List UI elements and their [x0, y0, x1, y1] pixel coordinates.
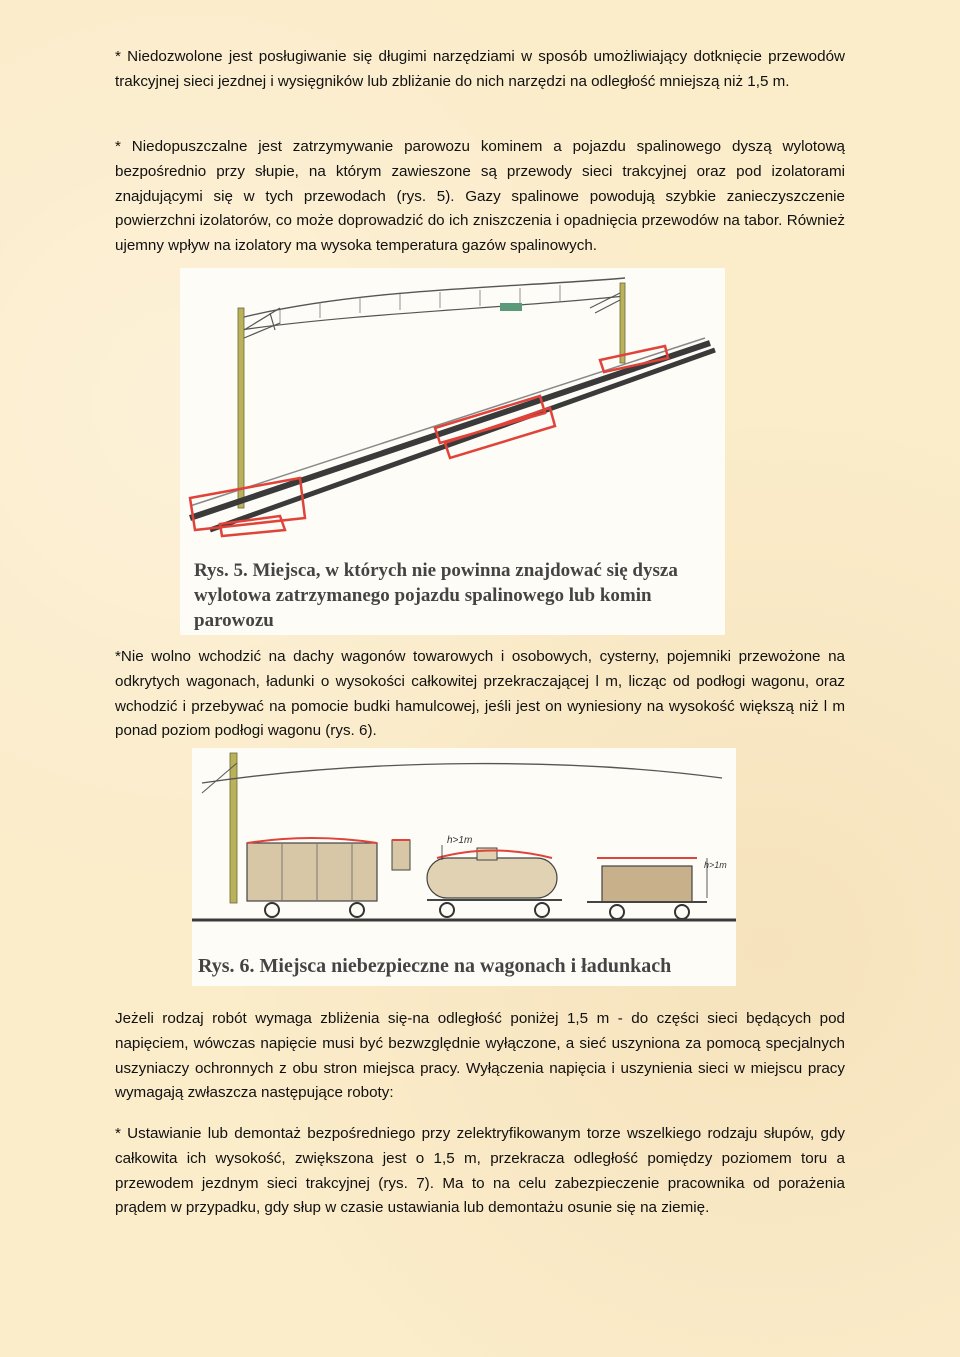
left-pole — [238, 308, 244, 508]
right-pole — [620, 283, 625, 363]
paragraph-roof-climbing: *Nie wolno wchodzić na dachy wagonów towarowych i osobowych, cysterny, pojemniki przewożone na odkrytych wagonach, ładunki o wysokości całkowitej przekraczającej l m, licząc od podłogi wagonu, oraz wchodzić i przebywać na pomocie budki hamulcowej, jeśli jest on wyniesiony na wysokość większą niż l m ponad poziom podłogi wagonu (rys. 6). — [115, 648, 845, 740]
insulator-icon — [500, 303, 522, 311]
figure-5-caption: Rys. 5. Miejsca, w których nie powinna znajdować się dysza wylotowa zatrzymanego pojazdu spalinowego lub komin parowozu — [194, 560, 678, 631]
paragraph-poles-tools: * Niedozwolone jest posługiwanie się długimi narzędziami w sposób umożliwiający dotknięcie przewodów trakcyjnej sieci jezdnej i wysięgników lub zbliżanie do nich narzędzi na odległość mniejszą niż 1,5 m. — [115, 48, 845, 90]
brake-cabin — [392, 840, 410, 870]
height-label-cargo: h>1m — [704, 860, 727, 870]
paragraph-voltage-off: Jeżeli rodzaj robót wymaga zbliżenia się-na odległość poniżej 1,5 m - do części sieci będących pod napięciem, wówczas napięcie musi być bezwzględnie wyłączone, a sieć uszyniona za pomocą specjalnych uszyniaczy ochronnych z obu stron miejsca pracy. Wyłączenia napięcia i uszynienia sieci w miejscu pracy wymagają zwłaszcza następujące roboty: — [115, 1010, 845, 1102]
catenary-wire — [202, 764, 722, 783]
figure-5 — [180, 268, 725, 635]
left-pole — [230, 753, 237, 903]
danger-zones — [190, 346, 668, 536]
paragraph-exhaust: * Niedopuszczalne jest zatrzymywanie parowozu kominem a pojazdu spalinowego dyszą wylotową bezpośrednio przy słupie, na którym zawieszone są przewody sieci trakcyjnej oraz pod izolatorami znajdującymi się w tych przewodach (rys. 5). Gazy spalinowe powodują szybkie zanieczyszczenie powierzchni izolatorów, co może doprowadzić do ich zniszczenia i opadnięcia przewodów na tabor. Również ujemny wpływ na izolatory ma wysoka temperatura gazów spalinowych. — [115, 138, 845, 255]
paragraph-pole-installation: * Ustawianie lub demontaż bezpośredniego przy zelektryfikowanym torze wszelkiego rodzaju słupów, gdy całkowita ich wysokość, zwiększona jest o 1,5 m, przekracza odległość pomiędzy poziomem toru a przewodem jezdnym sieci trakcyjnej (rys. 7). Ma to na celu zabezpieczenie pracownika od porażenia prądem w przypadku, gdy słup w czasie ustawiania lub demontażu osunie się na ziemię. — [115, 1125, 845, 1217]
right-bracket — [590, 293, 620, 313]
figure-6-caption: Rys. 6. Miejsca niebezpieczne na wagonach i ładunkach — [198, 955, 672, 977]
track — [190, 338, 715, 530]
tank-car — [427, 848, 562, 917]
figure-6 — [192, 748, 736, 986]
figure-6-drawing — [192, 748, 736, 986]
height-label-tank: h>1m — [447, 835, 473, 846]
contact-wire — [240, 296, 625, 330]
boxcar-roof-danger — [247, 838, 377, 843]
open-wagon — [587, 858, 707, 919]
boxcar — [247, 838, 410, 917]
catenary-wire — [240, 278, 625, 318]
